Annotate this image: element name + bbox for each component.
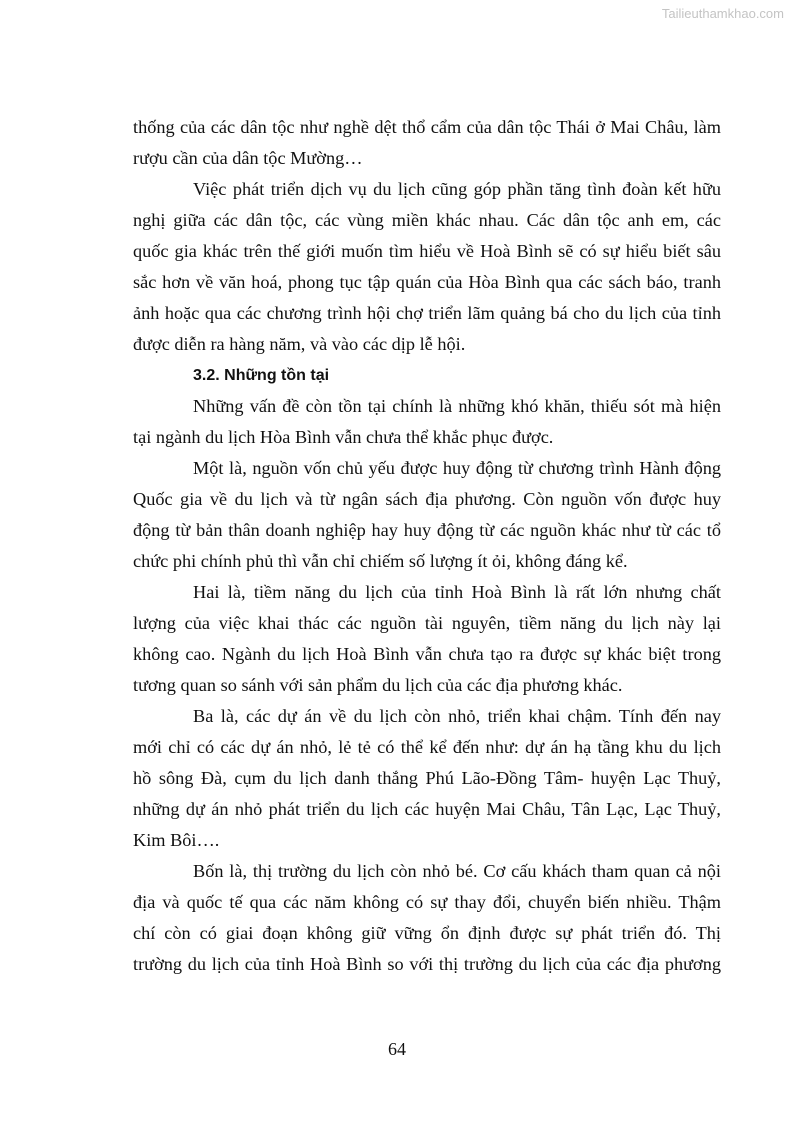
- text-line: trường du lịch của tỉnh Hoà Bình so với thị trường du lịch của các địa phương: [133, 954, 721, 974]
- text-line: động từ bản thân doanh nghiệp hay huy động từ các nguồn khác như từ các tổ: [133, 520, 721, 540]
- text-line: không cao. Ngành du lịch Hoà Bình vẫn chưa tạo ra được sự khác biệt trong: [133, 644, 721, 664]
- watermark: Tailieuthamkhao.com: [661, 6, 784, 21]
- text-line: sắc hơn về văn hoá, phong tục tập quán của Hòa Bình qua các sách báo, tranh: [133, 272, 721, 292]
- paragraph: [133, 701, 721, 856]
- text-line: chức phi chính phủ thì vẫn chỉ chiếm số lượng ít ỏi, không đáng kể.: [133, 551, 628, 571]
- text-line: hồ sông Đà, cụm du lịch danh thắng Phú Lão-Đồng Tâm- huyện Lạc Thuỷ,: [133, 768, 721, 788]
- document-body: [133, 112, 721, 980]
- text-line: Quốc gia về du lịch và từ ngân sách địa phương. Còn nguồn vốn được huy: [133, 489, 721, 509]
- text-line: Những vấn đề còn tồn tại chính là những khó khăn, thiếu sót mà hiện: [193, 396, 721, 416]
- text-line: quốc gia khác trên thế giới muốn tìm hiểu về Hoà Bình sẽ có sự hiểu biết sâu: [133, 241, 721, 261]
- text-line: thống của các dân tộc như nghề dệt thổ cẩm của dân tộc Thái ở Mai Châu, làm: [133, 117, 721, 137]
- text-line: ảnh hoặc qua các chương trình hội chợ triển lãm quảng bá cho du lịch của tỉnh: [133, 303, 721, 323]
- text-line: những dự án nhỏ phát triển du lịch các huyện Mai Châu, Tân Lạc, Lạc Thuỷ,: [133, 799, 721, 819]
- text-line: tương quan so sánh với sản phẩm du lịch của các địa phương khác.: [133, 675, 623, 695]
- text-line: Hai là, tiềm năng du lịch của tỉnh Hoà Bình là rất lớn nhưng chất: [193, 582, 721, 602]
- section-heading: [133, 360, 721, 391]
- text-line: Việc phát triển dịch vụ du lịch cũng góp phần tăng tình đoàn kết hữu: [193, 179, 721, 199]
- text-line: mới chỉ có các dự án nhỏ, lẻ tẻ có thể kể đến như: dự án hạ tầng khu du lịch: [133, 737, 721, 757]
- text-line: chí còn có giai đoạn không giữ vững ổn định được sự phát triển đó. Thị: [133, 923, 721, 943]
- text-line: được diễn ra hàng năm, và vào các dịp lễ hội.: [133, 334, 466, 354]
- paragraph: [133, 391, 721, 453]
- text-line: Ba là, các dự án về du lịch còn nhỏ, triển khai chậm. Tính đến nay: [193, 706, 721, 726]
- paragraph: [133, 112, 721, 174]
- paragraph: [133, 453, 721, 577]
- text-line: Bốn là, thị trường du lịch còn nhỏ bé. Cơ cấu khách tham quan cả nội: [193, 861, 721, 881]
- paragraph: [133, 856, 721, 980]
- text-line: lượng của việc khai thác các nguồn tài nguyên, tiềm năng du lịch này lại: [133, 613, 721, 633]
- text-line: địa và quốc tế qua các năm không có sự thay đổi, chuyển biến nhiều. Thậm: [133, 892, 721, 912]
- text-line: tại ngành du lịch Hòa Bình vẫn chưa thể khắc phục được.: [133, 427, 554, 447]
- page-number: 64: [388, 1039, 406, 1059]
- heading-text: 3.2. Những tồn tại: [193, 367, 330, 384]
- paragraph: [133, 174, 721, 360]
- text-line: nghị giữa các dân tộc, các vùng miền khác nhau. Các dân tộc anh em, các: [133, 210, 721, 230]
- text-line: rượu cần của dân tộc Mường…: [133, 148, 363, 168]
- text-line: Kim Bôi….: [133, 830, 220, 850]
- text-line: Một là, nguồn vốn chủ yếu được huy động từ chương trình Hành động: [193, 458, 721, 478]
- paragraph: [133, 577, 721, 701]
